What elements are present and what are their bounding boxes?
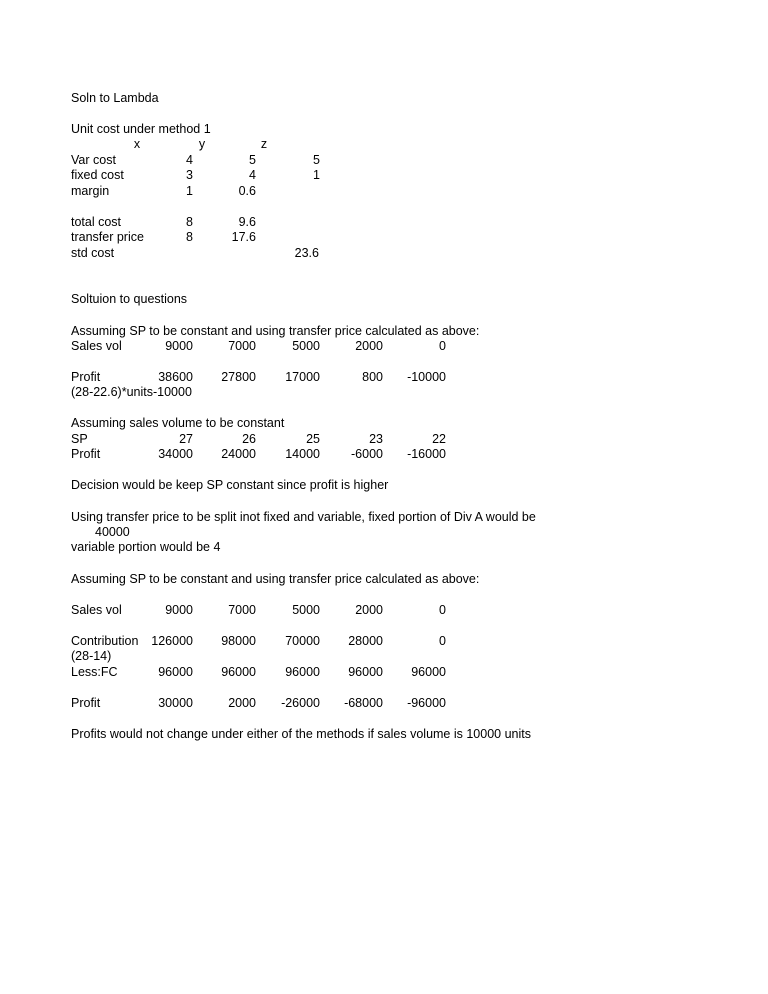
split-value: 40000 xyxy=(95,525,130,539)
transfer-price-label: transfer price xyxy=(71,230,144,244)
sales-vol-label: Sales vol xyxy=(71,339,122,353)
std-cost-label: std cost xyxy=(71,246,115,260)
table-cell: 96000 xyxy=(221,665,256,679)
table-cell: -96000 xyxy=(407,696,446,710)
table-cell: 25 xyxy=(306,432,320,446)
header-y: y xyxy=(198,137,206,151)
table-cell: 9000 xyxy=(165,603,193,617)
table-cell: 5000 xyxy=(292,339,320,353)
page-title: Soln to Lambda xyxy=(71,91,159,105)
sales-vol2-label: Sales vol xyxy=(71,603,122,617)
table-cell: 0 xyxy=(439,603,446,617)
table-cell: 30000 xyxy=(158,696,193,710)
table-cell: 96000 xyxy=(285,665,320,679)
var-cost-label: Var cost xyxy=(71,153,116,167)
fixed-cost-label: fixed cost xyxy=(71,168,124,182)
table-cell: 0 xyxy=(439,339,446,353)
split-text: Using transfer price to be split inot fixed and variable, fixed portion of Div A would be xyxy=(71,510,536,524)
table-cell: 22 xyxy=(432,432,446,446)
less-fc-label: Less:FC xyxy=(71,665,118,679)
header-z: z xyxy=(260,137,268,151)
table-cell: 5 xyxy=(313,153,320,167)
q1-heading: Assuming SP to be constant and using transfer price calculated as above: xyxy=(71,324,480,338)
table-cell: 24000 xyxy=(221,447,256,461)
table-cell: 27800 xyxy=(221,370,256,384)
table-cell: 8 xyxy=(186,215,193,229)
sp-label: SP xyxy=(71,432,88,446)
table-cell: 7000 xyxy=(228,339,256,353)
table-cell: 5000 xyxy=(292,603,320,617)
profit2-label: Profit xyxy=(71,447,101,461)
table-cell: 98000 xyxy=(221,634,256,648)
table-cell: 0.6 xyxy=(238,184,256,198)
profit3-label: Profit xyxy=(71,696,101,710)
table-cell: 23 xyxy=(369,432,383,446)
profit-formula: (28-22.6)*units-10000 xyxy=(71,385,192,399)
table-cell: -26000 xyxy=(281,696,320,710)
table-cell: -6000 xyxy=(351,447,383,461)
table-cell: -10000 xyxy=(407,370,446,384)
table-cell: 2000 xyxy=(228,696,256,710)
table-cell: 96000 xyxy=(348,665,383,679)
table-cell: 9.6 xyxy=(238,215,256,229)
table-cell: 3 xyxy=(186,168,193,182)
unit-cost-heading: Unit cost under method 1 xyxy=(71,122,211,136)
contribution-formula: (28-14) xyxy=(71,649,112,663)
total-cost-label: total cost xyxy=(71,215,122,229)
table-cell: 0 xyxy=(439,634,446,648)
table-cell: 8 xyxy=(186,230,193,244)
table-cell: 96000 xyxy=(158,665,193,679)
table-cell: 27 xyxy=(179,432,193,446)
table-cell: 23.6 xyxy=(294,246,319,260)
table-cell: 28000 xyxy=(348,634,383,648)
table-cell: 5 xyxy=(249,153,256,167)
table-cell: 4 xyxy=(249,168,256,182)
table-cell: 96000 xyxy=(411,665,446,679)
table-cell: 38600 xyxy=(158,370,193,384)
table-cell: 126000 xyxy=(151,634,193,648)
table-cell: 17.6 xyxy=(231,230,256,244)
table-cell: -68000 xyxy=(344,696,383,710)
table-cell: 9000 xyxy=(165,339,193,353)
table-cell: 17000 xyxy=(285,370,320,384)
profit-label: Profit xyxy=(71,370,101,384)
decision-text: Decision would be keep SP constant since profit is higher xyxy=(71,478,389,492)
margin-label: margin xyxy=(71,184,110,198)
table-cell: 70000 xyxy=(285,634,320,648)
table-cell: 14000 xyxy=(285,447,320,461)
table-cell: -16000 xyxy=(407,447,446,461)
conclusion-text: Profits would not change under either of the methods if sales volume is 10000 units xyxy=(71,727,531,741)
solution-heading: Soltuion to questions xyxy=(71,292,188,306)
header-x: x xyxy=(133,137,141,151)
table-cell: 1 xyxy=(313,168,320,182)
q2-heading: Assuming sales volume to be constant xyxy=(71,416,285,430)
table-cell: 4 xyxy=(186,153,193,167)
contribution-label: Contribution xyxy=(71,634,139,648)
variable-text: variable portion would be 4 xyxy=(71,540,221,554)
table-cell: 800 xyxy=(362,370,383,384)
table-cell: 34000 xyxy=(158,447,193,461)
table-cell: 2000 xyxy=(355,603,383,617)
table-cell: 1 xyxy=(186,184,193,198)
table-cell: 7000 xyxy=(228,603,256,617)
table-cell: 2000 xyxy=(355,339,383,353)
q3-heading: Assuming SP to be constant and using transfer price calculated as above: xyxy=(71,572,480,586)
table-cell: 26 xyxy=(242,432,256,446)
